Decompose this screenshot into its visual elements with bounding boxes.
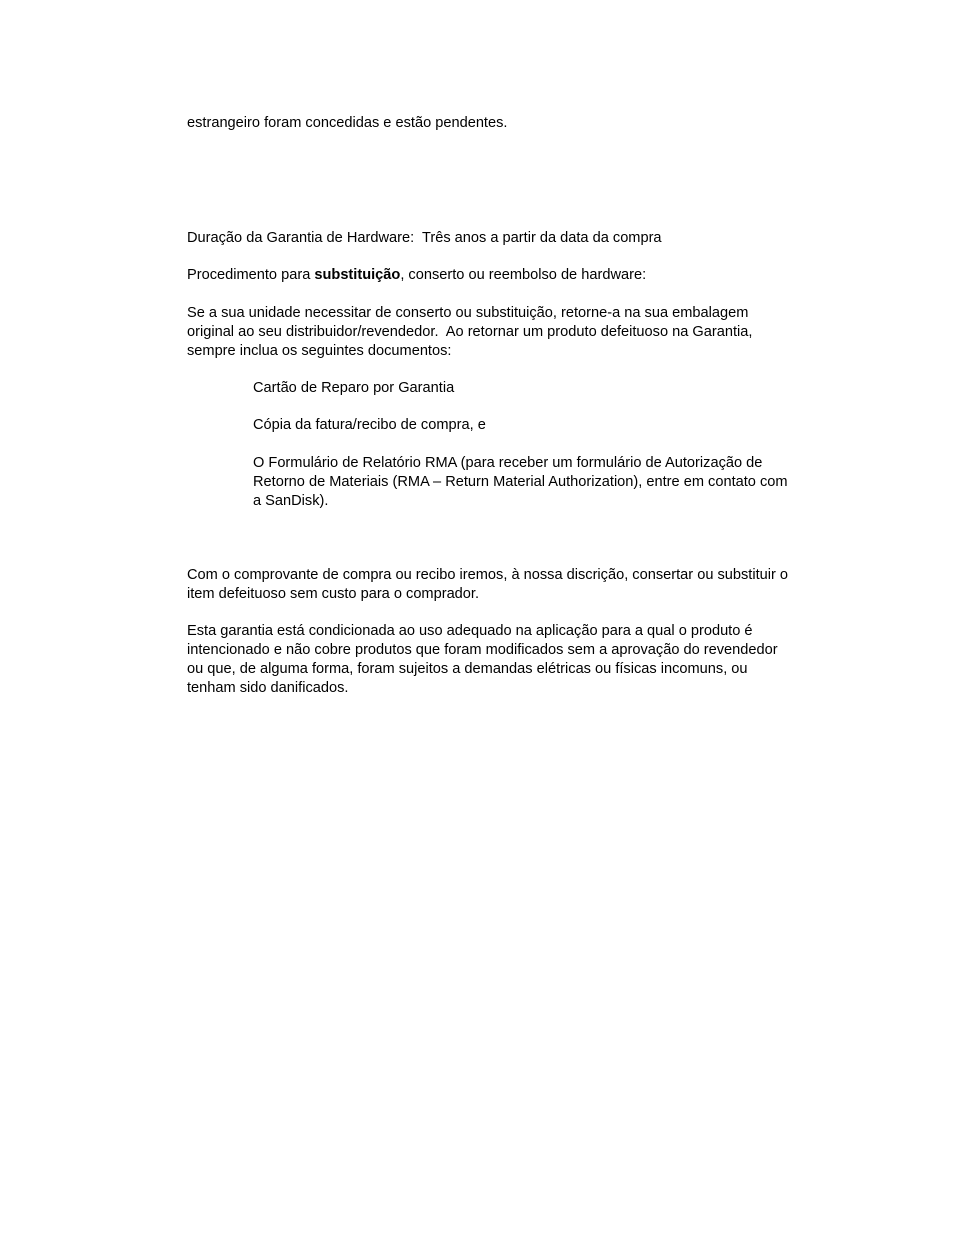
paragraph-conditions-line: Esta garantia está condicionada ao uso adequado na aplicação para a qual o produto é (187, 623, 753, 639)
paragraph-repair-line: Com o comprovante de compra ou recibo iremos, à nossa discrição, consertar ou substituir o (187, 567, 789, 583)
procedure-text-after: , conserto ou reembolso de hardware: (400, 267, 647, 283)
paragraph-return-line: original ao seu distribuidor/revendedor. Ao retornar um produto defeituoso na Garantia, (187, 324, 753, 340)
procedure-text-bold: substituição (314, 267, 401, 283)
warranty-duration: Duração da Garantia de Hardware: Três anos a partir da data da compra (187, 230, 662, 246)
paragraph-conditions-line: ou que, de alguma forma, foram sujeitos a demandas elétricas ou físicas incomuns, ou (187, 661, 748, 677)
paragraph-conditions-line: intencionado e não cobre produtos que foram modificados sem a aprovação do revendedor (187, 642, 778, 658)
document-list-item: Retorno de Materiais (RMA – Return Material Authorization), entre em contato com (253, 474, 788, 490)
paragraph-return-line: sempre inclua os seguintes documentos: (187, 343, 452, 359)
paragraph-conditions-line: tenham sido danificados. (187, 680, 349, 696)
document-list-item: Cópia da fatura/recibo de compra, e (253, 417, 486, 433)
paragraph-return-line: Se a sua unidade necessitar de conserto ou substituição, retorne-a na sua embalagem (187, 305, 749, 321)
paragraph-patents: estrangeiro foram concedidas e estão pendentes. (187, 115, 508, 131)
document-list-item: O Formulário de Relatório RMA (para receber um formulário de Autorização de (253, 455, 763, 471)
document-list-item: Cartão de Reparo por Garantia (253, 380, 455, 396)
procedure-text-before: Procedimento para (187, 267, 315, 283)
document-list-item: a SanDisk). (253, 493, 329, 509)
paragraph-repair-line: item defeituoso sem custo para o comprador. (187, 586, 480, 602)
procedure-heading (187, 266, 646, 285)
